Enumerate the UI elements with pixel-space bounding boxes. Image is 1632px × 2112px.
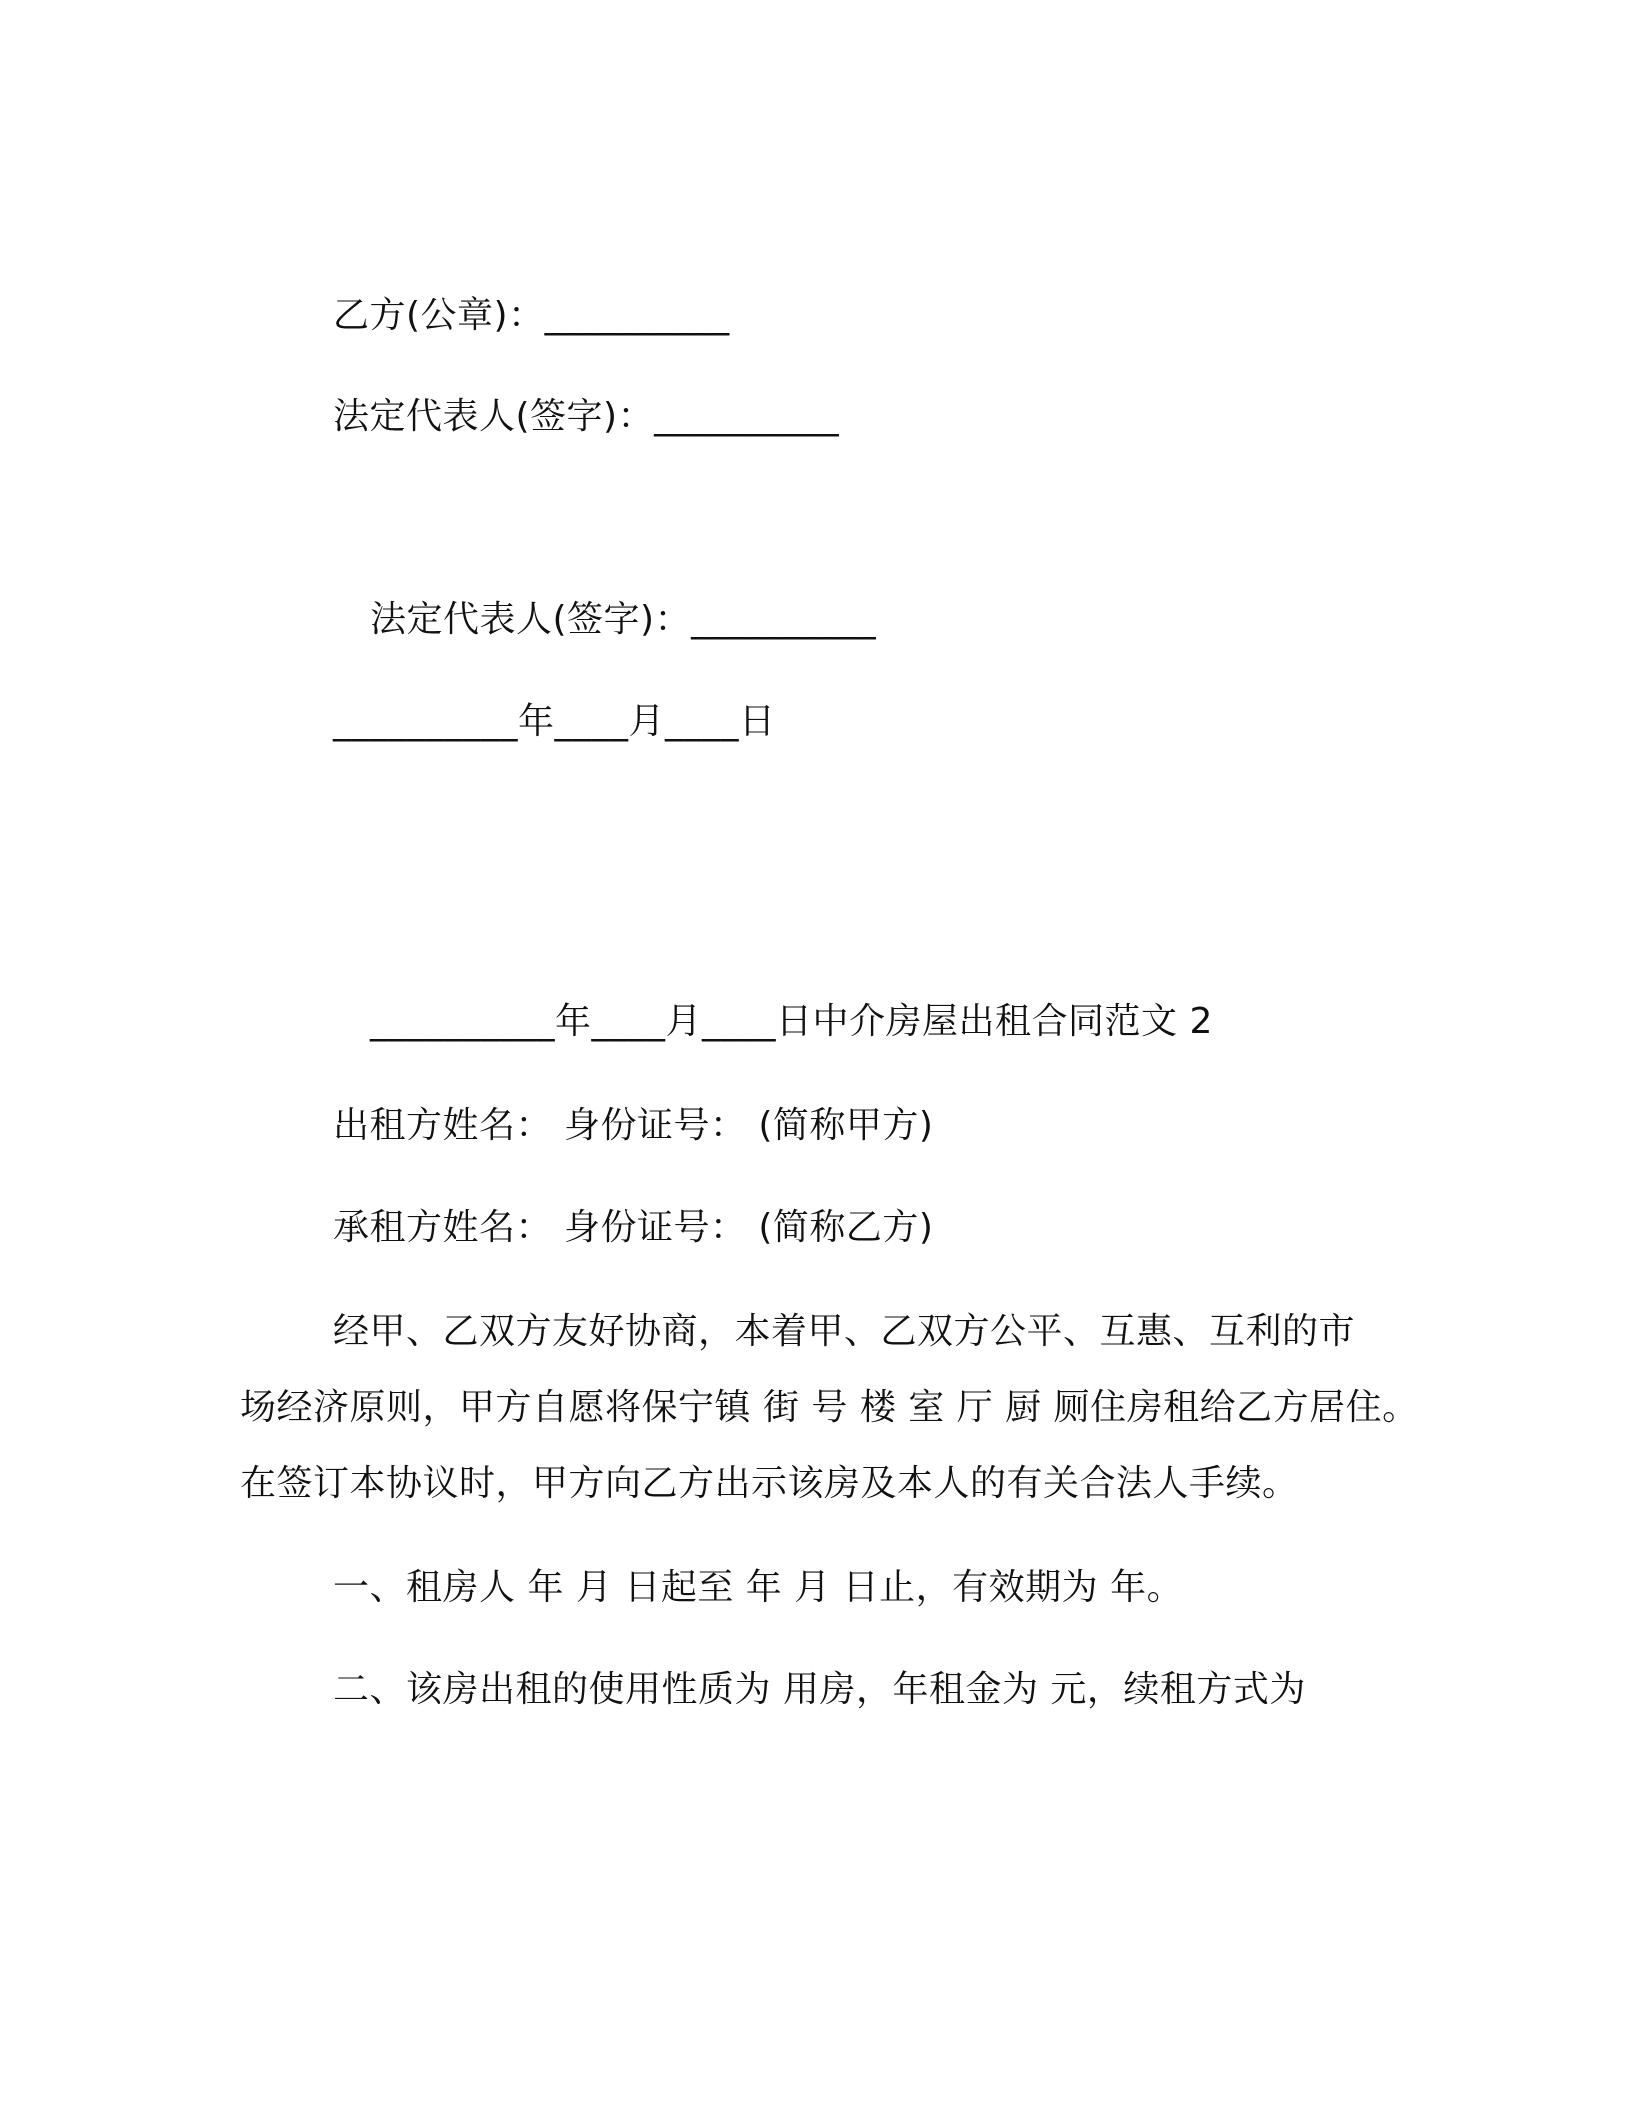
legal-representative-signature-line-2: 法定代表人(签字)：__________ <box>370 599 877 640</box>
party-b-seal-line: 乙方(公章)：__________ <box>333 295 730 336</box>
legal-representative-signature-line: 法定代表人(签字)：__________ <box>333 396 840 437</box>
intro-paragraph-line-3: 在签订本协议时，甲方向乙方出示该房及本人的有关合法人手续。 <box>240 1463 1299 1504</box>
lessor-info-line: 出租方姓名： 身份证号： (简称甲方) <box>333 1105 934 1146</box>
contract-title: __________年____月____日中介房屋出租合同范文 2 <box>370 1001 1213 1042</box>
intro-paragraph-line-1: 经甲、乙双方友好协商，本着甲、乙双方公平、互惠、互利的市 <box>333 1311 1356 1352</box>
clause-2-usage-and-rent: 二、该房出租的使用性质为 用房，年租金为 元，续租方式为 <box>333 1669 1306 1710</box>
clause-1-lease-term: 一、租房人 年 月 日起至 年 月 日止，有效期为 年。 <box>333 1567 1184 1608</box>
lessee-info-line: 承租方姓名： 身份证号： (简称乙方) <box>333 1207 934 1248</box>
intro-paragraph-line-2: 场经济原则，甲方自愿将保宁镇 街 号 楼 室 厅 厨 厕住房租给乙方居住。 <box>240 1387 1419 1428</box>
signature-date-line: __________年____月____日 <box>333 701 776 742</box>
